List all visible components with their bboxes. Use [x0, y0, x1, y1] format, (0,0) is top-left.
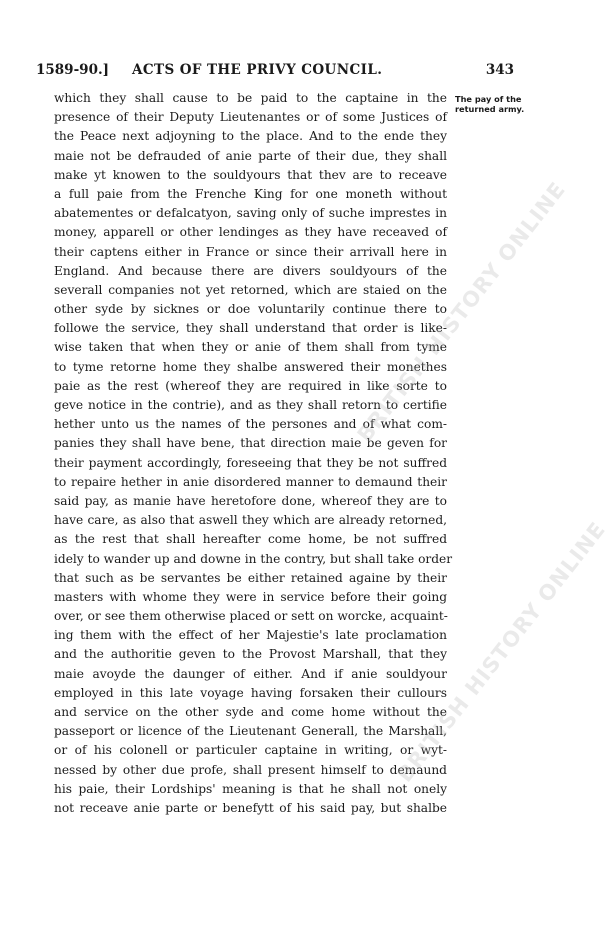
text-line: other syde by sicknes or doe voluntarily continue there to	[54, 302, 447, 317]
text-line: presence of their Deputy Lieutenantes or of some Justices of	[54, 110, 447, 125]
text-line: which they shall cause to be paid to the captaine in the	[54, 91, 447, 105]
watermark: BRITISH HISTORY ONLINE	[352, 177, 571, 447]
text-line: masters with whome they were in service before their going	[54, 589, 447, 604]
text-line: not receave anie parte or benefytt of his said pay, but shalbe	[54, 800, 447, 815]
running-header	[36, 61, 514, 79]
header-year: 1589-90.]	[36, 62, 110, 78]
text-line: their captens either in France or since their arrivall here in	[54, 244, 447, 259]
text-line: that such as be servantes be either retained againe by their	[54, 570, 447, 585]
text-line: or of his colonell or particuler captaine in writing, or wyt-	[54, 743, 447, 758]
text-line: over, or see them otherwise placed or sett on worcke, acquaint-	[54, 609, 448, 624]
text-line: passeport or licence of the Lieutenant Generall, the Marshall,	[54, 724, 447, 739]
text-line: his paie, their Lordships' meaning is that he shall not onely	[54, 781, 447, 796]
watermark: BRITISH HISTORY ONLINE	[392, 517, 610, 787]
text-line: and service on the other syde and come home without the	[54, 705, 447, 719]
text-line: geve notice in the contrie), and as they shall retorn to certifie	[54, 398, 447, 412]
text-line: hether unto us the names of the persones and of what com-	[54, 417, 447, 432]
margin-note: The pay of the returned army.	[455, 94, 525, 114]
text-line: their payment accordingly, foreseeing that they be not suffred	[54, 455, 447, 470]
text-line: have care, as also that aswell they which are already retorned,	[54, 513, 447, 528]
text-line: nessed by other due profe, shall present himself to demaund	[54, 762, 447, 777]
text-line: the Peace next adjoyning to the place. And to the ende they	[54, 129, 447, 144]
body-text	[54, 89, 453, 818]
text-line: make yt knowen to the souldyours that thev are to receave	[54, 167, 447, 182]
text-line: panies they shall have bene, that direction maie be geven for	[54, 436, 447, 451]
text-line: severall companies not yet retorned, which are staied on the	[54, 282, 447, 297]
text-line: abatementes or defalcatyon, saving only of suche imprestes in	[54, 206, 447, 221]
text-line: money, apparell or other lendinges as they have receaved of	[54, 225, 447, 240]
text-line: idely to wander up and downe in the contry, but shall take order	[54, 551, 453, 566]
text-line: and the authoritie geven to the Provost Marshall, that they	[54, 647, 447, 662]
text-line: employed in this late voyage having forsaken their cullours	[54, 685, 447, 700]
text-line: said pay, as manie have heretofore done, whereof they are to	[54, 493, 447, 508]
page-number: 343	[485, 62, 514, 78]
text-line: to repaire hether in anie disordered manner to demaund their	[54, 474, 447, 489]
text-line: followe the service, they shall understand that order is like-	[54, 321, 447, 336]
text-line: ing them with the effect of her Majestie's late proclamation	[54, 628, 447, 643]
text-line: paie as the rest (whereof they are required in like sorte to	[54, 378, 447, 393]
text-line: as the rest that shall hereafter come home, be not suffred	[54, 532, 447, 547]
text-line: a full paie from the Frenche King for one moneth without	[54, 186, 447, 201]
text-line: England. And because there are divers souldyours of the	[54, 263, 447, 278]
text-line: wise taken that when they or anie of them shall from tyme	[54, 340, 447, 355]
text-line: maie not be defrauded of anie parte of their due, they shall	[54, 148, 447, 163]
text-line: to tyme retorne home they shalbe answered their monethes	[54, 359, 447, 374]
header-title: ACTS OF THE PRIVY COUNCIL.	[132, 62, 383, 78]
text-line: maie avoyde the daunger of either. And if anie souldyour	[54, 666, 447, 681]
